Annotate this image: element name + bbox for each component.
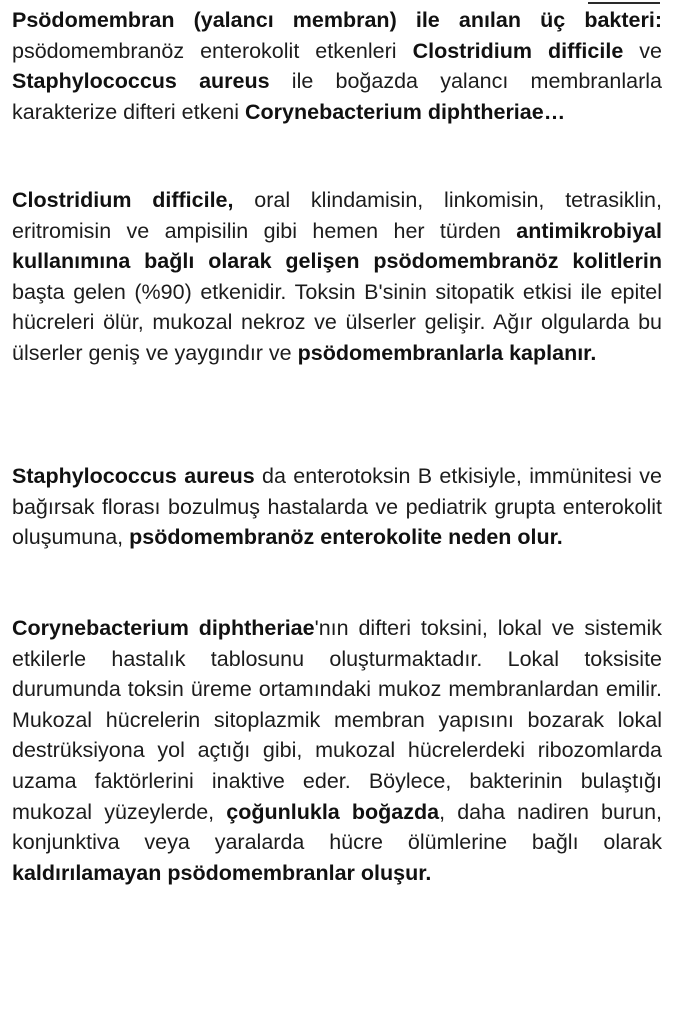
text-run: çoğunlukla boğazda	[226, 799, 440, 824]
text-run: Corynebacterium diphtheriae…	[245, 99, 566, 124]
text-run: kaldırılamayan psödomembranlar oluşur.	[12, 860, 432, 885]
text-run: 'nın difteri toksini, lokal ve sistemik etkilerle hastalık tablosunu oluşturmaktadır. Lokal toksisite durumunda toksin üreme ortamındaki mukoz membranlardan emilir. Mukozal hücrelerin sitoplazmik membran yapısını bozarak lokal destrüksiyona yol açtığı gibi, mukozal hücrelerdeki ribozomlarda uzama faktörlerini inaktive eder. Böylece, bakterinin bulaştığı mukozal yüzeylerde,	[12, 616, 663, 824]
text-run: Psödomembran (yalancı membran) ile anılan üç bakteri:	[12, 8, 662, 32]
text-run: psödomembranlarla kaplanır.	[297, 340, 597, 365]
paragraph-clostridium	[12, 185, 662, 369]
text-run: psödomembranöz enterokolite neden olur.	[129, 525, 563, 550]
text-run: ve	[623, 38, 662, 63]
text-run: da enterotoksin B etkisiyle, immünitesi ve bağırsak florası bozulmuş hastalarda ve pediatrik grupta enterokolit oluşumuna,	[12, 464, 662, 550]
text-run: başta gelen (%90) etkenidir. Toksin B'sinin sitopatik etkisi ile epitel hücreleri ölür, mukozal nekroz ve ülserler gelişir. Ağır olgularda bu ülserler geniş ve yaygındır ve	[12, 279, 662, 365]
text-run: ile boğazda yalancı membranlarla karakterize difteri etkeni	[12, 69, 662, 124]
paragraph-staphylococcus	[12, 461, 662, 553]
paragraph-intro	[12, 5, 662, 127]
text-run: oral klindamisin, linkomisin, tetrasiklin, eritromisin ve ampisilin gibi hemen her türden	[12, 188, 662, 243]
top-divider	[588, 2, 660, 4]
text-run: Corynebacterium diphtheriae	[12, 616, 315, 640]
text-run: Staphylococcus aureus	[12, 69, 270, 94]
text-run: psödomembranöz enterokolit etkenleri	[12, 38, 413, 63]
text-run: Clostridium difficile	[412, 38, 624, 63]
text-run: , daha nadiren burun, konjunktiva veya yaralarda hücre ölümlerine bağlı olarak	[12, 799, 663, 855]
text-run: antimikrobiyal kullanımına bağlı olarak gelişen psödomembranöz kolitlerin	[12, 218, 662, 274]
text-run: Clostridium difficile,	[12, 188, 234, 212]
paragraph-corynebacterium	[12, 613, 662, 888]
text-run: Staphylococcus aureus	[12, 464, 255, 488]
